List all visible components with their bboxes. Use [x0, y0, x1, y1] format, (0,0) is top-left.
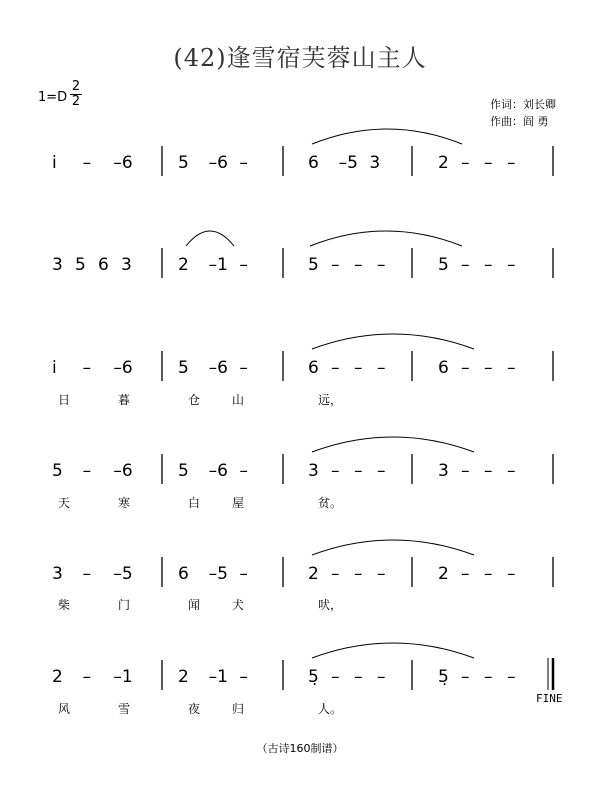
note-token: 6 [308, 153, 319, 173]
note-token: – [461, 358, 470, 378]
lyric-syllable: 归 [232, 702, 245, 716]
slur-arc [312, 334, 474, 349]
note-token: – [331, 564, 340, 584]
note-token: – [331, 667, 340, 687]
note-token: – [484, 667, 493, 687]
note-token: – [484, 564, 493, 584]
note-token: – [484, 153, 493, 173]
note-token: – [507, 667, 516, 687]
lyric-syllable: 山 [232, 393, 245, 407]
note-token: 2 [52, 667, 63, 687]
score-title: (42)逢雪宿芙蓉山主人 [173, 44, 427, 72]
note-token: – [354, 255, 363, 275]
note-token: – [331, 358, 340, 378]
note-token: – [484, 358, 493, 378]
note-token: – [461, 255, 470, 275]
note-token: 6 [178, 564, 189, 584]
note-token: 2 [438, 564, 449, 584]
note-token: – [354, 358, 363, 378]
time-signature-top: 2 [71, 79, 81, 94]
note-token: – [82, 358, 92, 378]
note-token: –5 [208, 564, 228, 584]
note-token: 6 [308, 358, 319, 378]
composer-credit: 作曲：阎 勇 [490, 115, 549, 128]
lyric-syllable: 远， [318, 393, 343, 407]
lyric-syllable: 贫。 [318, 496, 343, 510]
note-token: 5 [308, 255, 319, 275]
note-token: –1 [208, 255, 228, 275]
lyric-syllable: 夜 [188, 702, 201, 716]
note-token: – [239, 255, 248, 275]
lyric-syllable: 天 [58, 496, 71, 510]
note-token: 3 [369, 153, 381, 173]
lyric-syllable: 门 [118, 598, 131, 612]
note-token: – [507, 358, 516, 378]
lyric-syllable: 人。 [318, 702, 343, 716]
note-token: – [354, 461, 363, 481]
note-token: – [377, 358, 386, 378]
note-token: – [377, 564, 386, 584]
note-token: – [331, 255, 340, 275]
lyric-syllable: 闻 [188, 598, 201, 612]
note-token: – [354, 667, 363, 687]
note-token: –6 [208, 358, 228, 378]
fine-marking: FINE [536, 692, 563, 705]
lyric-syllable: 柴 [58, 598, 71, 612]
lyricist-credit: 作词：刘长卿 [490, 98, 556, 111]
note-token: – [239, 153, 248, 173]
lyric-syllable: 仓 [188, 393, 201, 407]
note-token: – [377, 255, 386, 275]
note-token: 5 [52, 461, 63, 481]
note-token: – [82, 667, 92, 687]
lyric-syllable: 犬 [232, 598, 245, 612]
lyric-syllable: 暮 [118, 393, 131, 407]
note-token: – [239, 667, 248, 687]
note-token: – [82, 564, 92, 584]
time-signature-bottom: 2 [71, 94, 81, 109]
note-token: 2 [178, 255, 189, 275]
note-token: i̇ [52, 153, 57, 173]
note-token: 5 [178, 461, 189, 481]
note-token: i̇ [52, 358, 57, 378]
slur-arc [186, 231, 234, 246]
note-token: – [82, 153, 92, 173]
slur-arc [312, 643, 474, 658]
lyric-syllable: 风 [58, 702, 71, 716]
note-token: 5̣ [308, 667, 319, 687]
note-token: 2 [438, 153, 449, 173]
note-token: – [331, 461, 340, 481]
note-token: – [507, 564, 516, 584]
note-token: – [507, 461, 516, 481]
note-token: 2 [308, 564, 319, 584]
note-token: – [484, 255, 493, 275]
note-token: 5 [75, 255, 86, 275]
note-token: –1 [113, 667, 133, 687]
slur-arc [312, 129, 462, 144]
note-token: –5 [113, 564, 133, 584]
note-token: – [354, 564, 363, 584]
note-token: –6 [113, 358, 133, 378]
note-token: 2 [178, 667, 189, 687]
note-token: – [484, 461, 493, 481]
note-token: – [377, 461, 386, 481]
note-token: –6 [113, 461, 133, 481]
lyric-syllable: 屋 [232, 496, 245, 510]
note-token: 6 [438, 358, 449, 378]
note-token: –6 [208, 153, 228, 173]
lyric-syllable: 吠， [318, 598, 343, 612]
note-token: –1 [208, 667, 228, 687]
slur-arc [312, 540, 474, 555]
note-token: – [507, 255, 516, 275]
key-signature: 1=D [38, 90, 68, 105]
note-token: – [507, 153, 516, 173]
note-token: 3 [52, 564, 63, 584]
note-token: – [461, 564, 470, 584]
note-token: – [461, 461, 470, 481]
note-token: 5 [178, 358, 189, 378]
note-token: 3 [121, 255, 132, 275]
note-token: – [461, 153, 470, 173]
note-token: –5 [338, 153, 358, 173]
note-token: – [82, 461, 92, 481]
note-token: 3 [438, 461, 449, 481]
note-token: – [239, 358, 248, 378]
slur-arc [310, 231, 462, 246]
note-token: – [461, 667, 470, 687]
slur-arc [312, 437, 474, 452]
note-token: –6 [208, 461, 228, 481]
note-token: – [377, 667, 386, 687]
note-token: 3 [52, 255, 63, 275]
note-token: 3 [308, 461, 319, 481]
lyric-syllable: 寒 [118, 496, 131, 510]
note-token: 5 [438, 255, 449, 275]
note-token: 5 [178, 153, 189, 173]
lyric-syllable: 日 [58, 393, 71, 407]
footer-note: （古诗160制谱） [256, 742, 344, 755]
note-token: 6 [98, 255, 109, 275]
note-token: –6 [113, 153, 133, 173]
note-token: 5̣ [438, 667, 449, 687]
note-token: – [239, 461, 248, 481]
note-token: – [239, 564, 248, 584]
lyric-syllable: 雪 [118, 702, 131, 716]
lyric-syllable: 白 [188, 496, 201, 510]
